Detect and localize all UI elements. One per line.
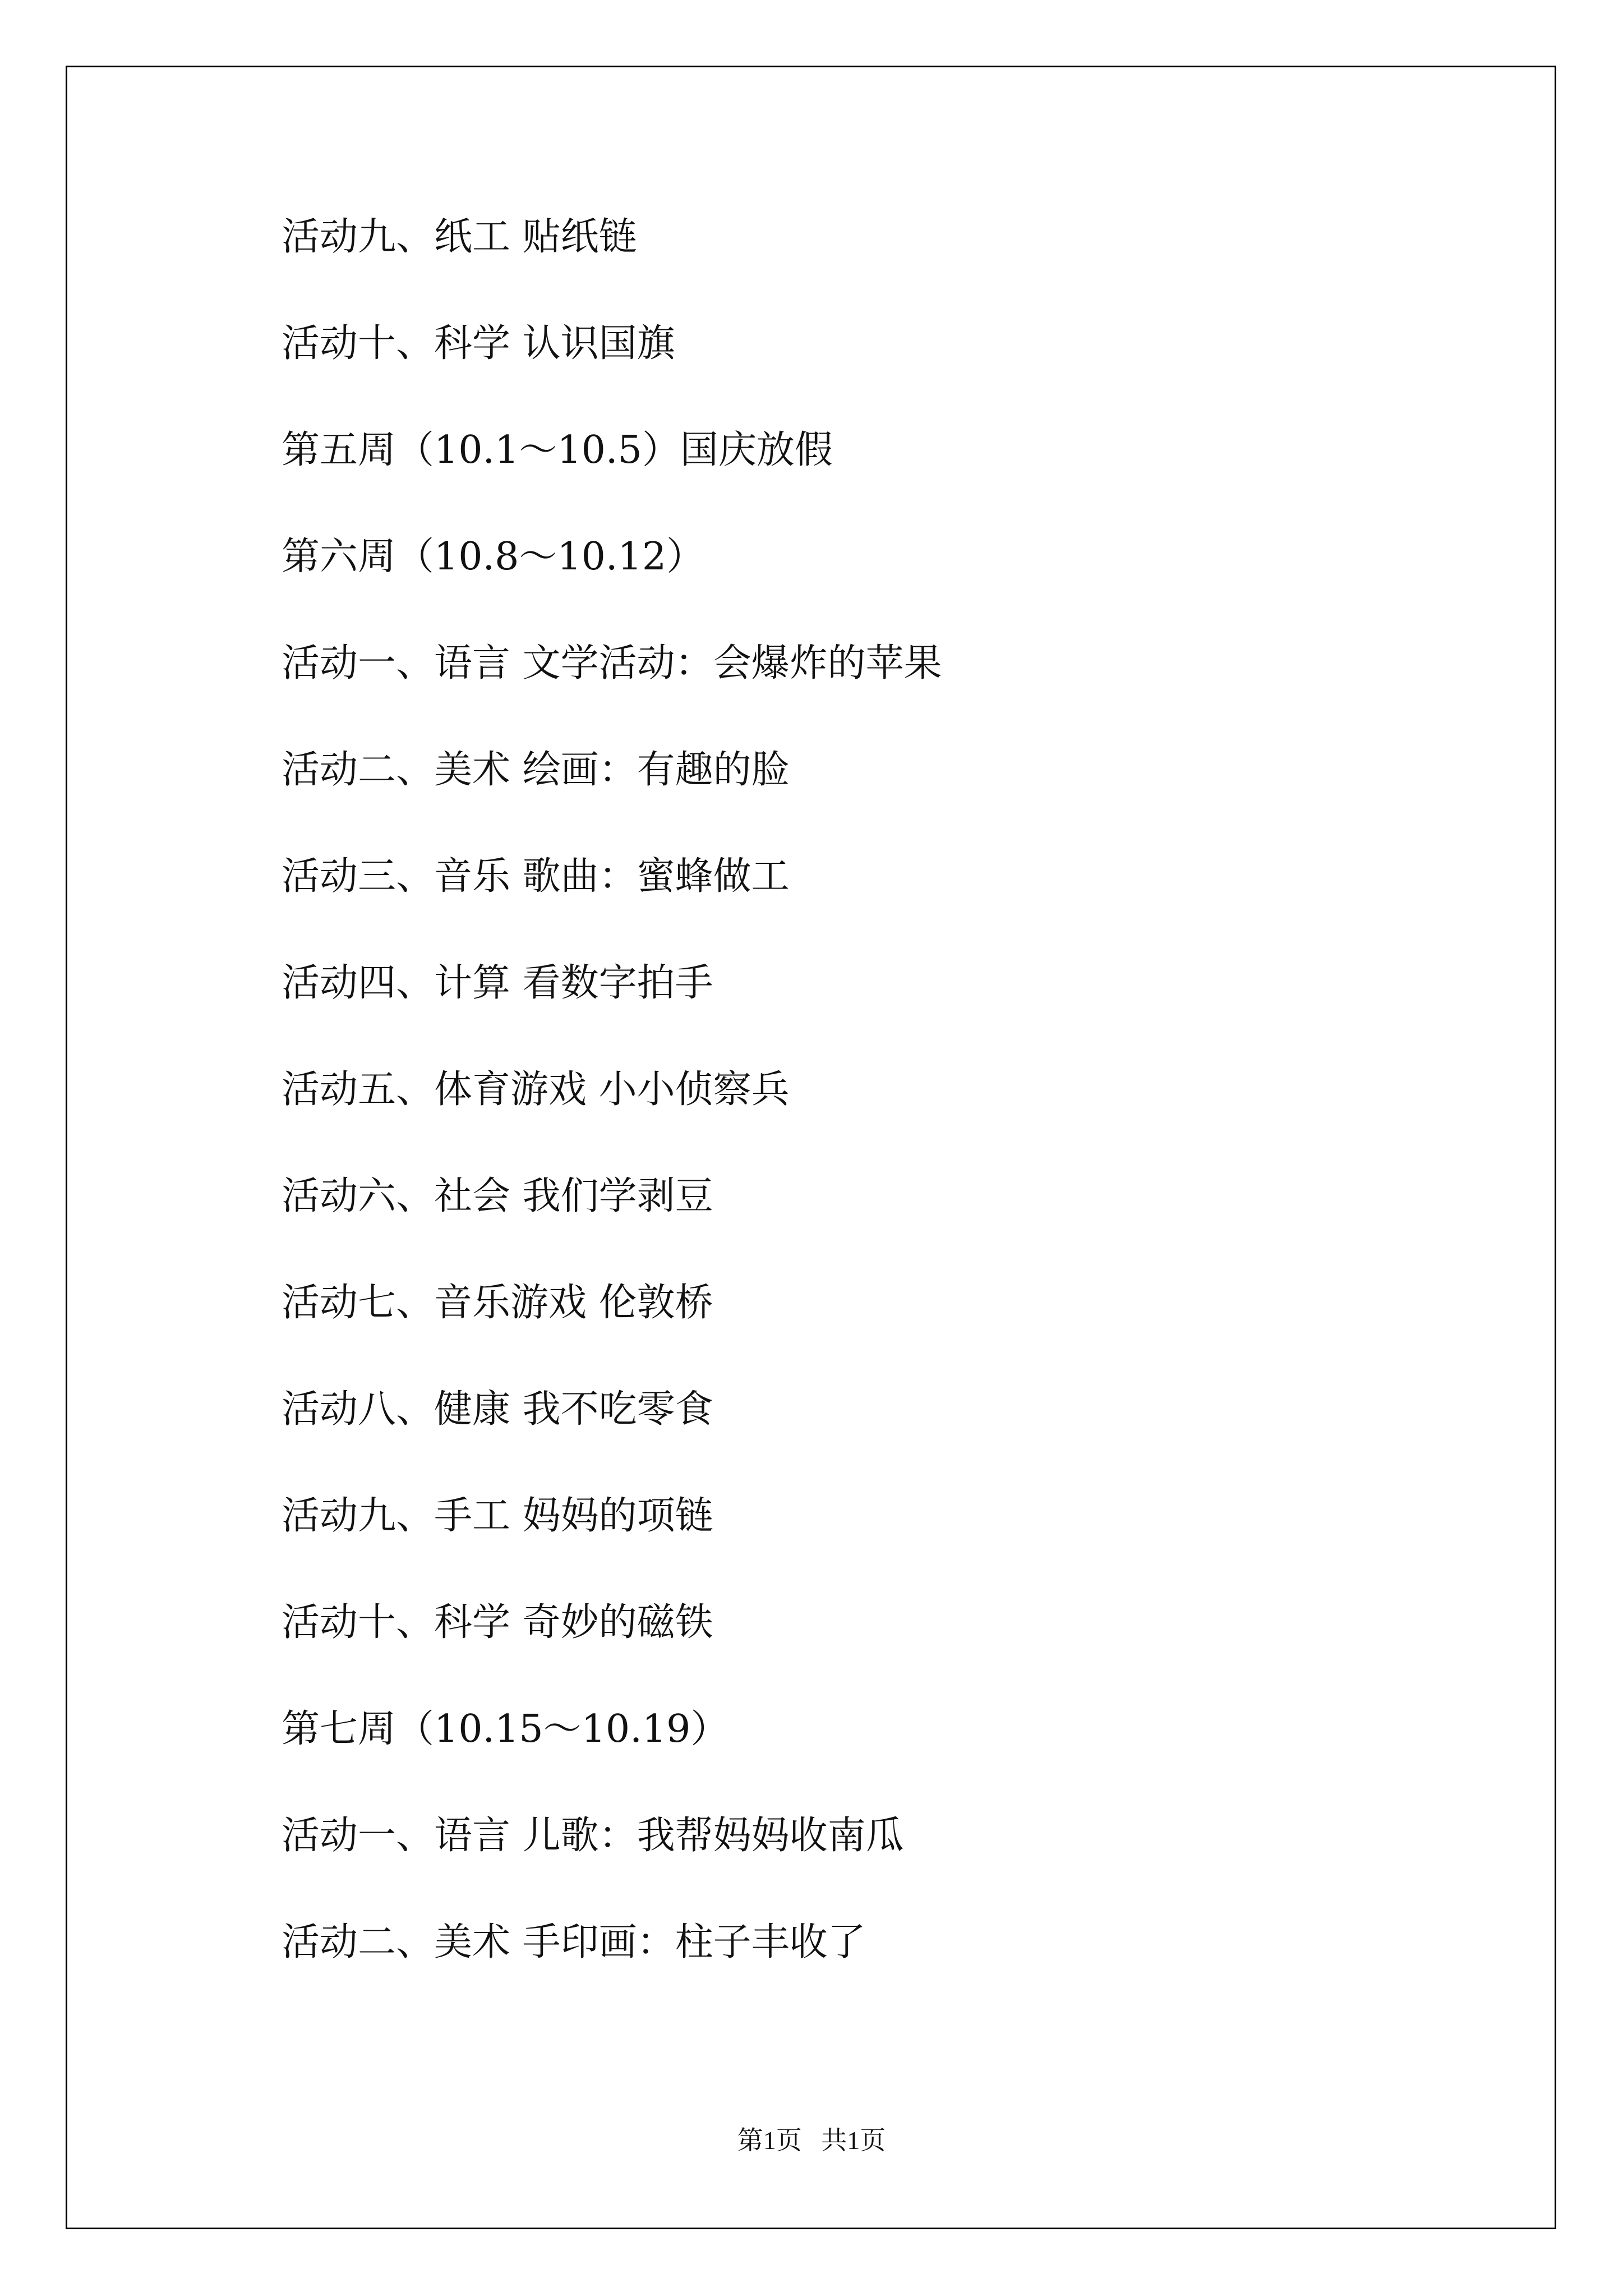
- text-line: 活动五、体育游戏 小小侦察兵: [282, 1068, 790, 1112]
- text-line: 活动九、手工 妈妈的项链: [282, 1494, 713, 1538]
- text-line: 活动六、社会 我们学剥豆: [282, 1174, 713, 1218]
- text-line: 活动三、音乐 歌曲：蜜蜂做工: [282, 854, 790, 899]
- text-line: 活动十、科学 奇妙的磁铁: [282, 1600, 713, 1645]
- page-footer: 第1页 共1页: [737, 2126, 886, 2155]
- text-line: 活动四、计算 看数字拍手: [282, 961, 713, 1005]
- week-heading: 第五周（10.1～10.5）国庆放假: [282, 428, 833, 472]
- week-heading: 第六周（10.8～10.12）: [282, 535, 705, 579]
- document-body: [282, 215, 1459, 2027]
- text-line: 活动二、美术 绘画：有趣的脸: [282, 748, 790, 792]
- text-line: 活动二、美术 手印画：柱子丰收了: [282, 1920, 866, 1964]
- text-line: 活动九、纸工 贴纸链: [282, 215, 637, 259]
- week-heading: 第七周（10.15～10.19）: [282, 1707, 729, 1751]
- text-line: 活动一、语言 文学活动：会爆炸的苹果: [282, 641, 942, 685]
- text-line: 活动八、健康 我不吃零食: [282, 1387, 713, 1432]
- text-line: 活动十、科学 认识国旗: [282, 321, 675, 366]
- text-line: 活动一、语言 儿歌：我帮妈妈收南瓜: [282, 1814, 904, 1858]
- text-line: 活动七、音乐游戏 伦敦桥: [282, 1281, 713, 1325]
